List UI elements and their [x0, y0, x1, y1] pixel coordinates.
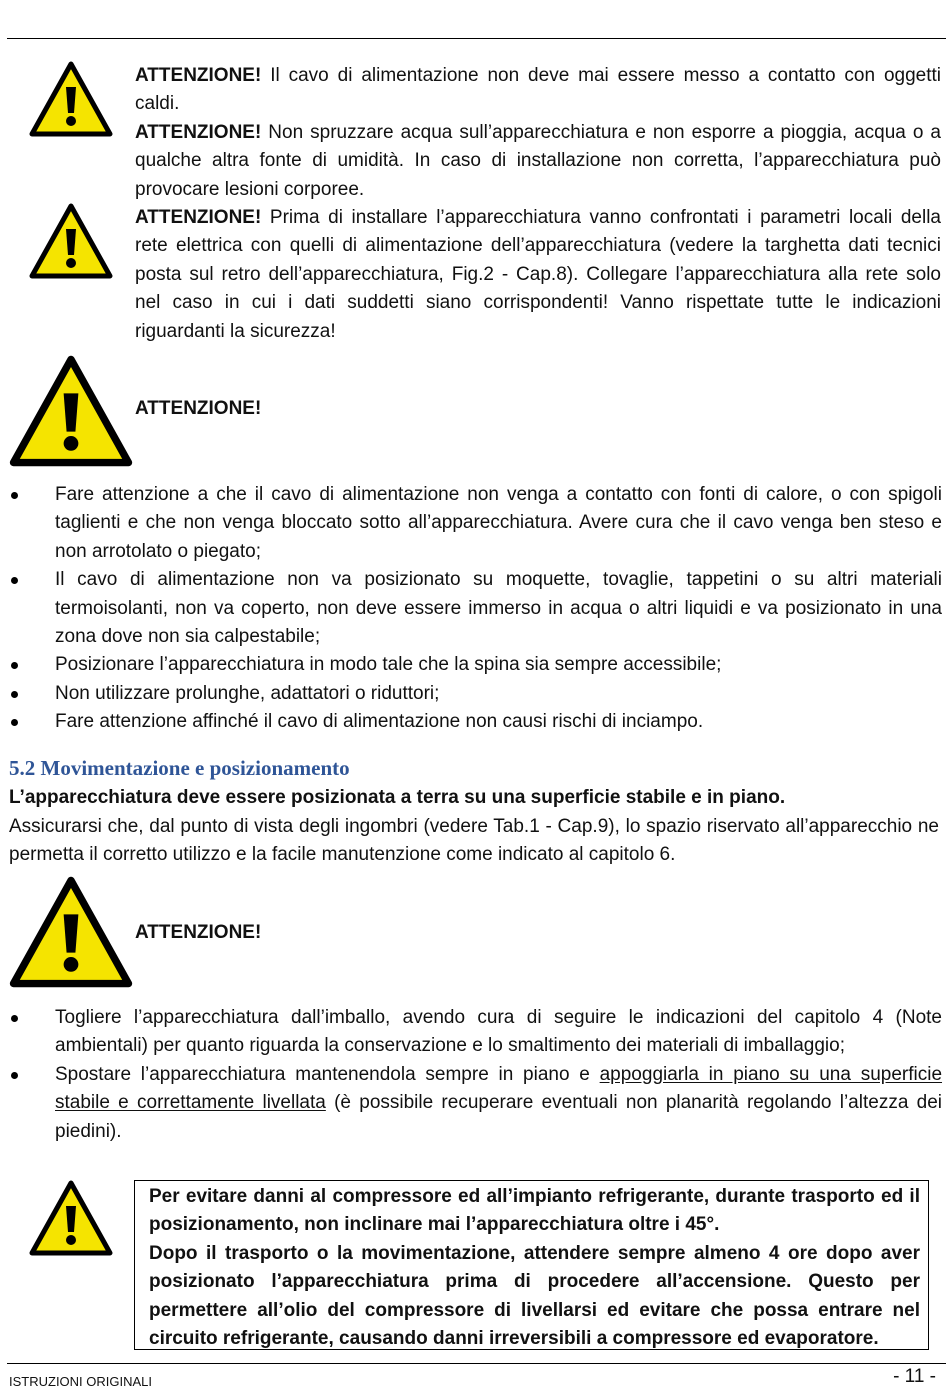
list-item: Non utilizzare prolunghe, adattatori o riduttori;	[0, 680, 942, 708]
warning-text: Non spruzzare acqua sull’apparecchiatura e non esporre a pioggia, acqua o a qualche altra fonte di umidità. In caso di installazione non corretta, l’apparecchiatura può provocare lesioni corporee.	[135, 121, 941, 200]
page-number: - 11 -	[893, 1366, 936, 1387]
section-body: Assicurarsi che, dal punto di vista degli ingombri (vedere Tab.1 - Cap.9), lo spazio riservato all’apparecchio ne permetta il corretto utilizzo e la facile manutenzione come indicato al capitolo 6.	[9, 816, 939, 866]
warning-triangle-icon	[29, 61, 113, 137]
boxed-note-line: Dopo il trasporto o la movimentazione, attendere sempre almeno 4 ore dopo aver posizionato l’apparecchiatura prima di procedere all’accensione. Questo per permettere all’olio del compressore di livellarsi ed evitare che possa entrare nel circuito refrigerante, causando danni irreversibili a compressore ed evaporatore.	[149, 1242, 920, 1350]
warning-triangle-icon	[29, 203, 113, 279]
warning-triangle-icon	[29, 1180, 113, 1256]
warnings-block	[135, 62, 941, 346]
warning-triangle-icon	[8, 876, 134, 988]
warning-1	[135, 62, 941, 119]
warning-2	[135, 119, 941, 204]
list-item	[0, 1061, 942, 1146]
warning-text: Prima di installare l’apparecchiatura vanno confrontati i parametri locali della rete elettrica con quelli di alimentazione dell’apparecchiatura (vedere la targhetta dati tecnici posta sul retro dell’apparecchiatura, Fig.2 - Cap.8). Collegare l’apparecchiatura alla rete solo nel caso in cui i dati suddetti siano corrispondenti! Vanno rispettate tutte le indicazioni riguardanti la sicurezza!	[135, 207, 941, 342]
top-rule	[7, 38, 946, 39]
attention-label: ATTENZIONE!	[135, 922, 262, 943]
section-heading: 5.2 Movimentazione e posizionamento	[9, 756, 350, 780]
bullet-list-cable	[0, 481, 942, 737]
attention-label: ATTENZIONE!	[135, 398, 262, 419]
warning-label: ATTENZIONE!	[135, 207, 262, 229]
warning-label: ATTENZIONE!	[135, 121, 262, 143]
footer-label: ISTRUZIONI ORIGINALI	[9, 1374, 153, 1389]
list-item: Fare attenzione a che il cavo di alimentazione non venga a contatto con fonti di calore, o con spigoli taglienti e che non venga bloccato sotto all’apparecchiatura. Avere cura che il cavo venga ben steso e non arrotolato o piegato;	[0, 481, 942, 566]
underlined-text: appoggiarla in piano su una superficie stabile e correttamente livellata	[55, 1063, 943, 1114]
list-item: Il cavo di alimentazione non va posizionato su moquette, tovaglie, tappetini o su altri materiali termoisolanti, non va coperto, non deve essere immerso in acqua o altri liquidi e va posizionato in una zona dove non sia calpestabile;	[0, 566, 942, 651]
warning-3	[135, 204, 941, 346]
warning-triangle-icon	[8, 355, 134, 467]
list-item: Togliere l’apparecchiatura dall’imballo, avendo cura di seguire le indicazioni del capitolo 4 (Note ambientali) per quanto riguarda la conservazione e lo smaltimento dei materiali di imballaggio;	[0, 1004, 942, 1061]
boxed-note-line: Per evitare danni al compressore ed all’impianto refrigerante, durante trasporto ed il posizionamento, non inclinare mai l’apparecchiatura oltre i 45°.	[149, 1186, 920, 1236]
list-item: Fare attenzione affinché il cavo di alimentazione non causi rischi di inciampo.	[0, 708, 942, 736]
boxed-note	[134, 1180, 929, 1350]
warning-label: ATTENZIONE!	[135, 65, 262, 86]
section-bold-lead: L’apparecchiatura deve essere posizionata a terra su una superficie stabile e in piano.	[9, 787, 786, 808]
warning-text: Il cavo di alimentazione non deve mai essere messo a contatto con oggetti caldi.	[135, 65, 941, 115]
bottom-rule	[7, 1363, 946, 1364]
bullet-list-handling	[0, 1004, 942, 1146]
list-item-text: (è possibile recuperare eventuali non planarità regolando l’altezza dei piedini).	[55, 1092, 942, 1142]
list-item: Posizionare l’apparecchiatura in modo tale che la spina sia sempre accessibile;	[0, 651, 942, 679]
list-item-text: Spostare l’apparecchiatura mantenendola sempre in piano e	[55, 1063, 600, 1085]
